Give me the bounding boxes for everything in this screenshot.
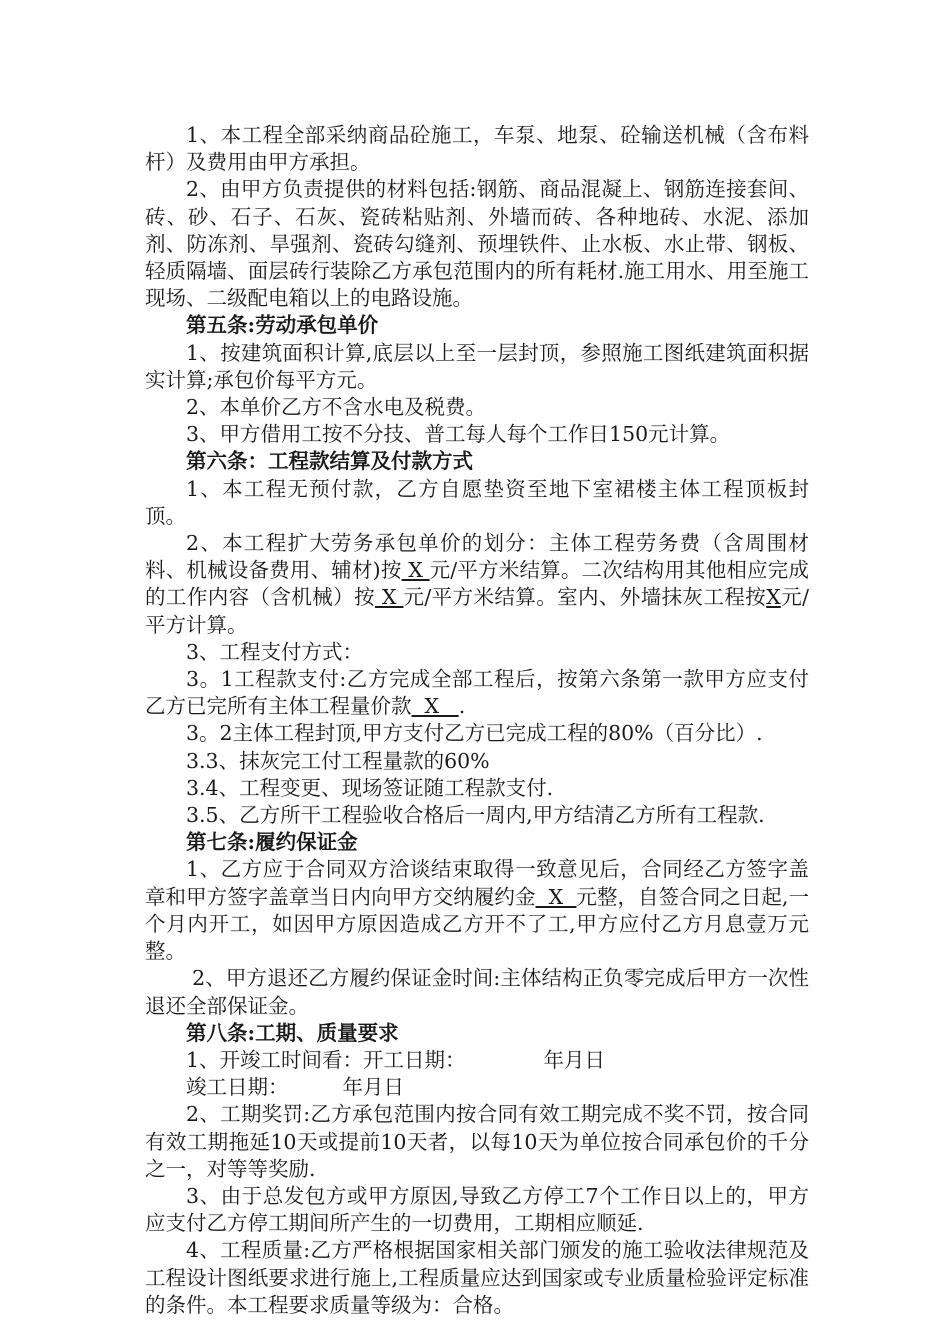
text-run: 元/平方米结算。室内、外墙抹灰工程按 <box>403 585 767 610</box>
paragraph: 2、工期奖罚:乙方承包范围内按合同有效工期完成不奖不罚，按合同有效工期拖延10天或提前10天者，以每10天为单位按合同承包价的千分之一，对等等奖励. <box>145 1102 809 1181</box>
paragraph: 3.5、乙方所干工程验收合格后一周内,甲方结清乙方所有工程款. <box>186 803 765 828</box>
paragraph: 3.4、工程变更、现场签证随工程款支付. <box>186 775 554 800</box>
section-heading-8: 第八条:工期、质量要求 <box>186 1020 399 1045</box>
paragraph: 3、由于总发包方或甲方原因,导致乙方停工7个工作日以上的，甲方应支付乙方停工期间所产生的一切费用，工期相应顺延. <box>145 1183 809 1236</box>
paragraph: 2、本单价乙方不含水电及税费。 <box>186 395 487 420</box>
paragraph: 4、工程质量:乙方严格根据国家相关部门颁发的施工验收法律规范及工程设计图纸要求进行施上,工程质量应达到国家或专业质量检验评定标准的条件。本工程要求质量等级为：合格。 <box>145 1238 809 1317</box>
text-run: 竣工日期： <box>186 1075 289 1100</box>
paragraph: 1、按建筑面积计算,底层以上至一层封顶，参照施工图纸建筑面积据实计算;承包价每平方元。 <box>145 340 809 392</box>
paragraph <box>145 666 809 720</box>
text-run: 2、本工程扩大劳务承包单价的划分：主体工程劳务费（含周围材料、机械设备费用、辅材)按 <box>145 531 809 583</box>
paragraph: 3、工程支付方式： <box>186 639 364 664</box>
blank-amount: X <box>401 558 430 583</box>
text-run: 年月日 <box>543 1047 606 1072</box>
section-heading-5: 第五条:劳动承包单价 <box>186 313 379 338</box>
text-run: . <box>458 694 466 719</box>
text-run: 元整，自签合同之日起,一个月内开工，如因甲方原因造成乙方开不了工,甲方应付乙方月息壹万元整。 <box>145 884 809 964</box>
blank-amount: X <box>535 884 577 909</box>
paragraph: 3。2主体工程封顶,甲方支付乙方已完成工程的80%（百分比）. <box>186 721 763 746</box>
paragraph: 3.3、抹灰完工付工程量款的60% <box>186 748 490 773</box>
paragraph: 2、由甲方负责提供的材料包括:钢筋、商品混凝上、钢筋连接套间、砖、砂、石子、石灰、瓷砖粘贴剂、外墙而砖、各种地砖、水泥、添加剂、防冻剂、旱强剂、瓷砖勾缝剂、预埋铁件、止水板、水止带、钢板、轻质隔墙、面层砖行装除乙方承包范围内的所有耗材.施工用水、用至施工现场、二级配电箱以上的电路设施。 <box>145 177 809 311</box>
paragraph <box>145 1047 809 1074</box>
paragraph <box>145 530 809 639</box>
paragraph: 3、甲方借用工按不分技、普工每人每个工作日150元计算。 <box>186 422 731 447</box>
text-run: 1、乙方应于合同双方洽谈结束取得一致意见后，合同经乙方签字盖章和甲方签字盖章当日内向甲方交纳履约金 <box>145 857 809 909</box>
paragraph: 1、本工程无预付款，乙方自愿垫资至地下室裙楼主体工程顶板封顶。 <box>145 476 809 528</box>
text-run: 元/平方计算。 <box>145 585 810 637</box>
document-body <box>145 122 809 1319</box>
paragraph <box>145 1074 809 1101</box>
section-heading-6: 第六条：工程款结算及付款方式 <box>186 449 473 474</box>
blank-amount: X <box>374 585 404 610</box>
text-run: 1、开竣工时间看：开工日期： <box>186 1047 466 1072</box>
blank-amount: X <box>766 585 781 610</box>
paragraph: 2、甲方退还乙方履约保证金时间:主体结构正负零完成后甲方一次性退还全部保证金。 <box>145 966 809 1018</box>
section-heading-7: 第七条:履约保证金 <box>186 830 358 855</box>
text-run: 年月日 <box>342 1075 404 1100</box>
blank-amount: X <box>411 694 459 719</box>
text-run: 元/平方米结算。二次结构用其他相应完成的工作内容（含机械）按 <box>145 558 810 610</box>
paragraph: 1、本工程全部采纳商品砼施工，车泵、地泵、砼输送机械（含布料杆）及费用由甲方承担。 <box>145 123 809 175</box>
paragraph <box>145 856 809 965</box>
text-run: 3。1工程款支付:乙方完成全部工程后，按第六条第一款甲方应支付乙方已完所有主体工程量价款 <box>145 667 809 719</box>
